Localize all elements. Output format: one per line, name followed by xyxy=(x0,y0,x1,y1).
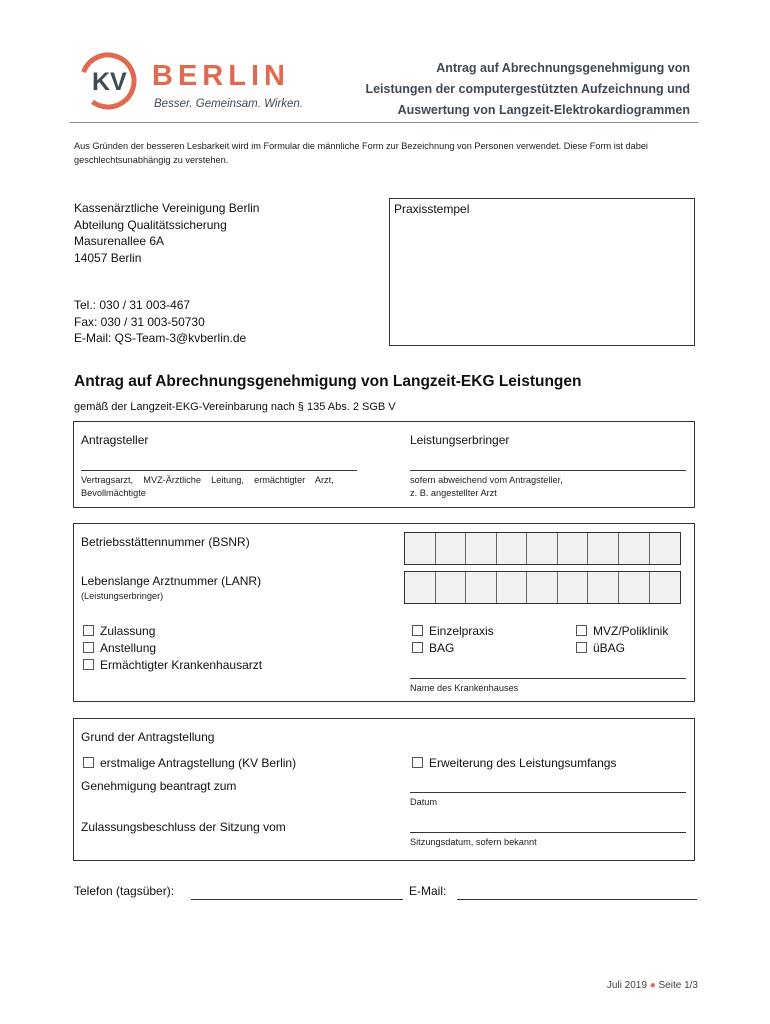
checkbox-zulassung[interactable] xyxy=(83,622,262,639)
phone-input-line[interactable] xyxy=(191,899,403,900)
checkbox-krankenhausarzt[interactable] xyxy=(83,656,262,673)
bsnr-digit-boxes[interactable] xyxy=(404,532,681,565)
bsnr-digit[interactable] xyxy=(650,533,681,564)
checkbox-bag[interactable] xyxy=(412,639,494,656)
lanr-digit[interactable] xyxy=(405,572,436,603)
provider-hint-line-2: z. B. angestellter Arzt xyxy=(410,488,497,498)
contact-fax: Fax: 030 / 31 003-50730 xyxy=(74,314,205,329)
bsnr-digit[interactable] xyxy=(588,533,619,564)
bsnr-digit[interactable] xyxy=(497,533,528,564)
practice-stamp-label: Praxisstempel xyxy=(394,202,470,216)
hospital-hint: Name des Krankenhauses xyxy=(410,683,519,693)
reason-section xyxy=(73,718,695,861)
checkbox-extension[interactable] xyxy=(412,754,616,771)
footer-separator-icon: ● xyxy=(649,980,656,991)
session-date-input-line[interactable] xyxy=(410,832,686,833)
checkbox-mvz[interactable] xyxy=(576,622,668,639)
lanr-digit[interactable] xyxy=(650,572,681,603)
lanr-digit[interactable] xyxy=(497,572,528,603)
svg-text:V: V xyxy=(110,68,127,96)
lanr-digit-boxes[interactable] xyxy=(404,571,681,604)
checkbox-anstellung[interactable] xyxy=(83,639,262,656)
checkbox-ubag[interactable] xyxy=(576,639,668,656)
applicant-hint xyxy=(81,474,371,500)
checkbox-icon[interactable] xyxy=(83,625,94,636)
lanr-label: Lebenslange Arztnummer (LANR) xyxy=(81,574,262,588)
logo-tagline: Besser. Gemeinsam. Wirken. xyxy=(154,98,304,110)
bsnr-digit[interactable] xyxy=(558,533,589,564)
practice-stamp-field[interactable] xyxy=(389,198,695,346)
title-line-2: Leistungen der computergestützten Aufzeichnung und xyxy=(365,82,690,96)
checkbox-icon[interactable] xyxy=(412,625,423,636)
checkbox-label: BAG xyxy=(429,640,455,655)
lanr-digit[interactable] xyxy=(588,572,619,603)
form-heading: Antrag auf Abrechnungsgenehmigung von Langzeit-EKG Leistungen xyxy=(74,373,582,390)
provider-label: Leistungserbringer xyxy=(410,433,510,447)
decision-label: Zulassungsbeschluss der Sitzung vom xyxy=(81,820,286,834)
status-options xyxy=(83,622,262,673)
checkbox-einzelpraxis[interactable] xyxy=(412,622,494,639)
email-label: E-Mail: xyxy=(409,884,447,898)
title-line-3: Auswertung von Langzeit-Elektrokardiogrammen xyxy=(397,103,690,117)
header-divider xyxy=(70,122,698,123)
practice-details-section xyxy=(73,523,695,702)
page-footer xyxy=(607,980,698,991)
checkbox-icon[interactable] xyxy=(412,642,423,653)
lanr-digit[interactable] xyxy=(527,572,558,603)
lanr-digit[interactable] xyxy=(436,572,467,603)
address-line-4: 14057 Berlin xyxy=(74,250,142,265)
phone-label: Telefon (tagsüber): xyxy=(74,884,175,898)
checkbox-label: Einzelpraxis xyxy=(429,623,494,638)
footer-page: Seite 1/3 xyxy=(658,980,698,991)
checkbox-icon[interactable] xyxy=(412,757,423,768)
applicant-hint-line-2: Bevollmächtigte xyxy=(81,488,146,498)
document-title xyxy=(310,58,690,121)
checkbox-icon[interactable] xyxy=(576,642,587,653)
lanr-digit[interactable] xyxy=(619,572,650,603)
lanr-hint: (Leistungserbringer) xyxy=(81,591,164,601)
checkbox-icon[interactable] xyxy=(83,642,94,653)
recipient-contact xyxy=(74,297,374,347)
svg-text:K: K xyxy=(92,68,111,96)
provider-hint xyxy=(410,474,680,500)
address-line-2: Abteilung Qualitätssicherung xyxy=(74,217,227,232)
bsnr-label: Betriebsstättennummer (BSNR) xyxy=(81,535,250,549)
practice-type-options xyxy=(412,622,494,656)
lanr-digit[interactable] xyxy=(558,572,589,603)
contact-phone: Tel.: 030 / 31 003-467 xyxy=(74,298,191,312)
approval-date-input-line[interactable] xyxy=(410,792,686,793)
form-subheading: gemäß der Langzeit-EKG-Vereinbarung nach § 135 Abs. 2 SGB V xyxy=(74,401,396,413)
logo-name: BERLIN xyxy=(152,60,290,92)
checkbox-label: erstmalige Antragstellung (KV Berlin) xyxy=(100,755,297,770)
approval-date-label: Genehmigung beantragt zum xyxy=(81,779,237,793)
reason-label: Grund der Antragstellung xyxy=(81,730,215,744)
practice-type-options-2 xyxy=(576,622,668,656)
checkbox-icon[interactable] xyxy=(83,757,94,768)
lanr-digit[interactable] xyxy=(466,572,497,603)
applicant-hint-line-1: Vertragsarzt, MVZ-Ärztliche Leitung, ermächtigter Arzt, xyxy=(81,475,334,485)
checkbox-label: Anstellung xyxy=(100,640,157,655)
checkbox-label: MVZ/Poliklinik xyxy=(593,623,669,638)
bsnr-digit[interactable] xyxy=(619,533,650,564)
checkbox-icon[interactable] xyxy=(83,659,94,670)
provider-hint-line-1: sofern abweichend vom Antragsteller, xyxy=(410,475,563,485)
checkbox-label: Zulassung xyxy=(100,623,156,638)
applicant-label: Antragsteller xyxy=(81,433,149,447)
footer-date: Juli 2019 xyxy=(606,980,647,991)
recipient-address xyxy=(74,200,374,266)
title-line-1: Antrag auf Abrechnungsgenehmigung von xyxy=(436,61,690,75)
kv-berlin-logo xyxy=(78,50,318,116)
contact-email: E-Mail: QS-Team-3@kvberlin.de xyxy=(74,331,247,345)
bsnr-digit[interactable] xyxy=(436,533,467,564)
address-line-3: Masurenallee 6A xyxy=(74,234,165,248)
checkbox-label: Erweiterung des Leistungsumfangs xyxy=(429,755,617,770)
hospital-input-line[interactable] xyxy=(410,678,686,679)
bsnr-digit[interactable] xyxy=(466,533,497,564)
session-hint: Sitzungsdatum, sofern bekannt xyxy=(410,837,537,847)
applicant-section xyxy=(73,421,695,508)
provider-input-line[interactable] xyxy=(410,470,686,471)
checkbox-label: Ermächtigter Krankenhausarzt xyxy=(100,657,263,672)
bsnr-digit[interactable] xyxy=(527,533,558,564)
gender-note: Aus Gründen der besseren Lesbarkeit wird im Formular die männliche Form zur Bezeichnung von Personen verwendet. Diese Form ist dabei geschlechtsunabhängig zu verstehen. xyxy=(74,141,648,165)
applicant-input-line[interactable] xyxy=(81,470,357,471)
checkbox-icon[interactable] xyxy=(576,625,587,636)
checkbox-label: üBAG xyxy=(593,640,626,655)
date-hint: Datum xyxy=(410,797,438,807)
checkbox-first-application[interactable] xyxy=(83,754,296,771)
bsnr-digit[interactable] xyxy=(405,533,436,564)
email-input-line[interactable] xyxy=(457,899,697,900)
address-line-1: Kassenärztliche Vereinigung Berlin xyxy=(74,201,260,215)
